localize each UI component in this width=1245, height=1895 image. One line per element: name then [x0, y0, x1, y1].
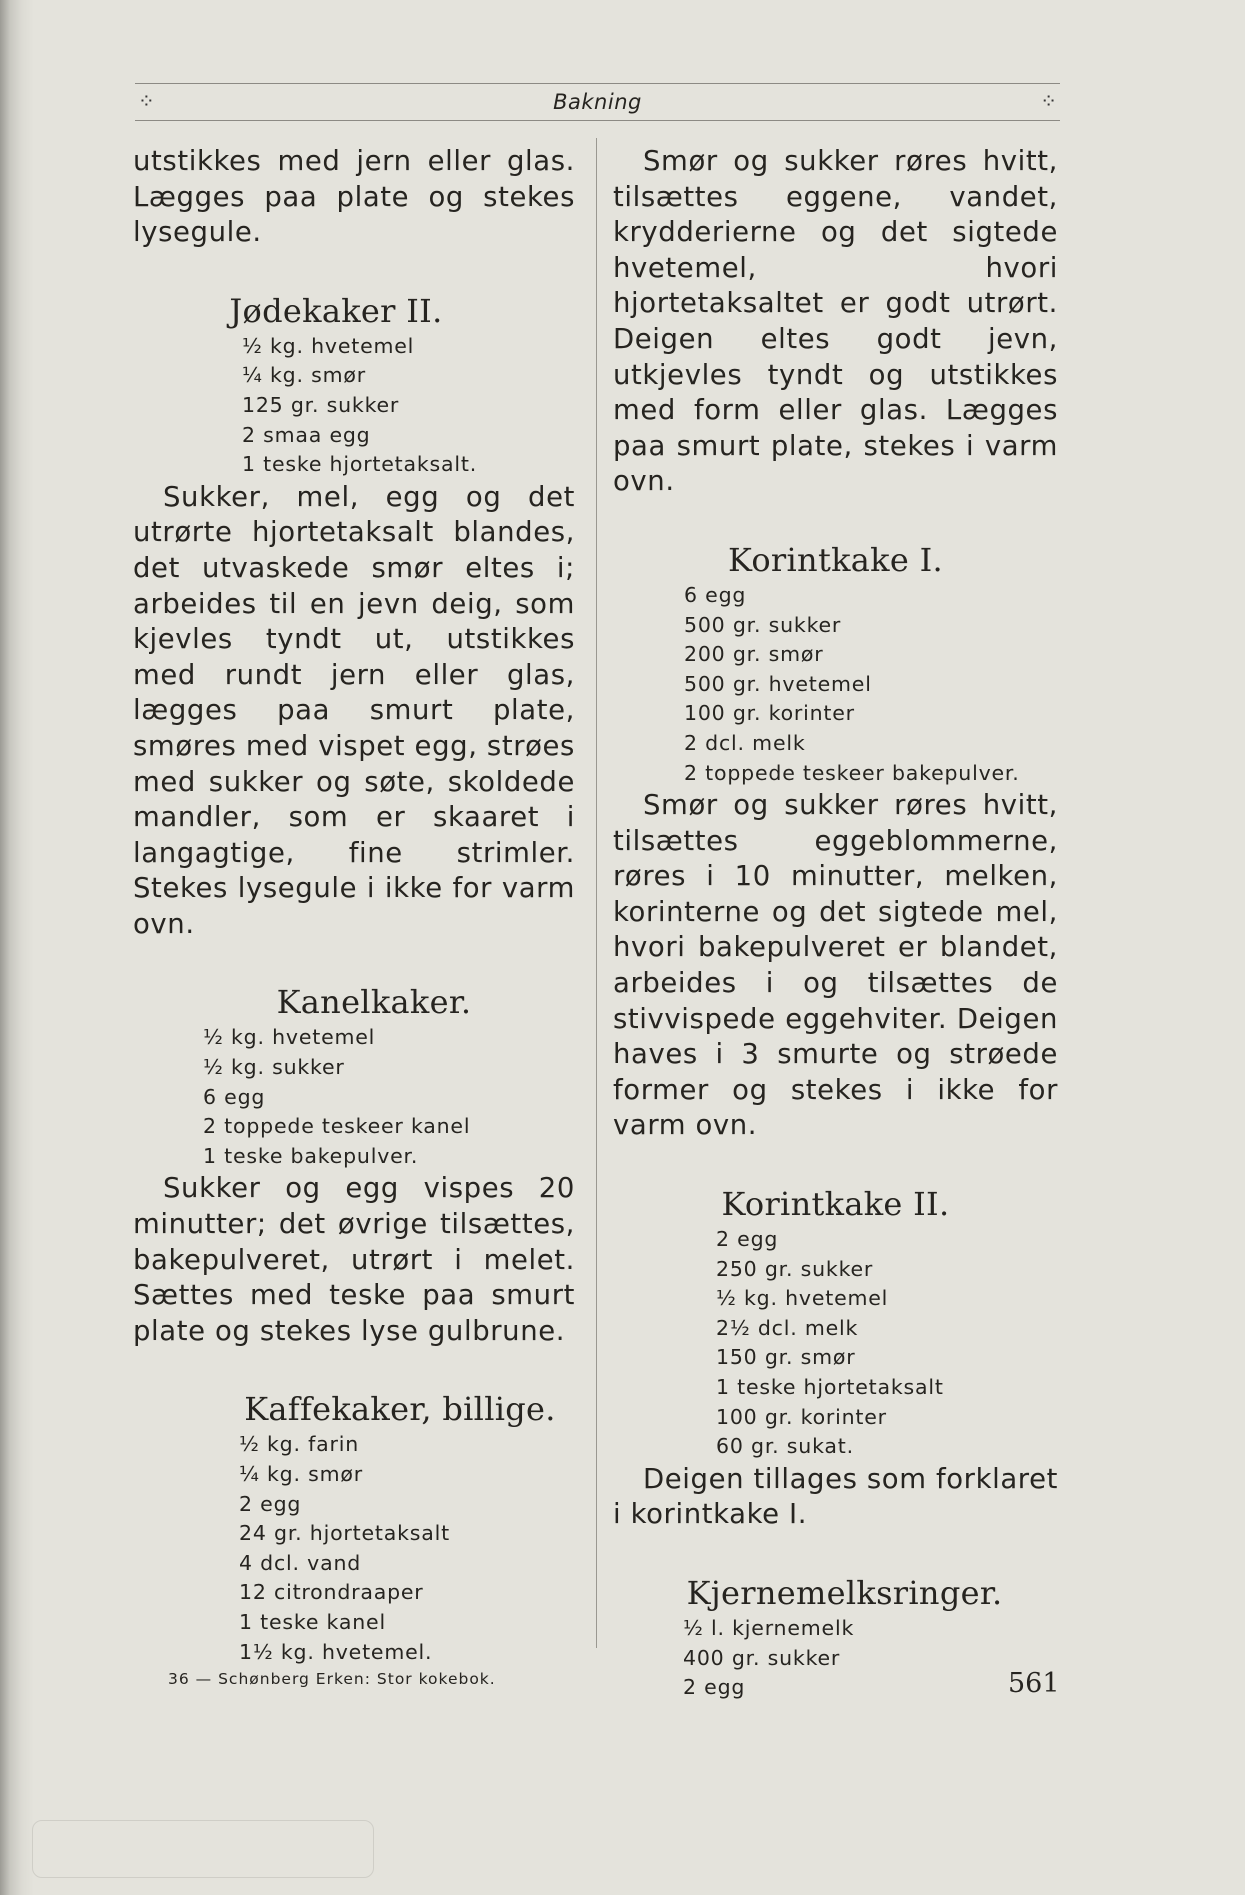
- ingredient-list: [133, 332, 575, 480]
- ingredient-list: [613, 1614, 1058, 1703]
- book-spine-shadow: [0, 0, 34, 1895]
- header-ornament-left-icon: ⁘: [138, 89, 155, 113]
- running-title: Bakning: [553, 90, 642, 114]
- ingredient: 200 gr. smør: [684, 642, 824, 667]
- ingredient: ¼ kg. smør: [239, 1462, 363, 1486]
- ingredient: 1 teske hjortetaksalt: [716, 1375, 944, 1399]
- recipe-title: Korintkake I.: [728, 540, 943, 579]
- ingredient: 2 dcl. melk: [684, 730, 806, 755]
- ingredient: 500 gr. sukker: [684, 612, 842, 637]
- ingredient: ½ l. kjernemelk: [683, 1615, 855, 1640]
- ingredient: 2 toppede teskeer kanel: [203, 1114, 471, 1139]
- recipe-title: Kjernemelksringer.: [686, 1573, 1003, 1612]
- ingredient: 2 smaa egg: [242, 422, 371, 447]
- ingredient: 6 egg: [203, 1084, 266, 1109]
- continued-method: Smør og sukker røres hvitt, tilsættes eggene, vandet, krydderierne og det sigtede hvetemel, hvori hjortetaksaltet er godt utrørt. Deigen eltes godt jevn, utkjevles tyndt og utstikkes med form eller glas. Lægges paa smurt plate, stekes i varm ovn.: [613, 145, 1058, 498]
- ingredient: 150 gr. smør: [716, 1345, 856, 1370]
- recipe-korintkake-1: [613, 540, 1058, 1144]
- scan-edge-mark: [32, 1820, 374, 1878]
- ingredient: 1½ kg. hvetemel.: [239, 1639, 433, 1664]
- recipe-title: Kaffekaker, billige.: [244, 1390, 556, 1429]
- ingredient: 6 egg: [684, 582, 747, 607]
- recipe-title: Kanelkaker.: [276, 983, 472, 1022]
- ingredient-list: [133, 1430, 575, 1667]
- right-column: [613, 144, 1058, 1703]
- ingredient: ½ kg. farin: [239, 1432, 359, 1457]
- ingredient: 1 teske bakepulver.: [203, 1143, 419, 1168]
- recipe-method: Smør og sukker røres hvitt, tilsættes eggeblommerne, røres i 10 minutter, melken, korinterne og det sigtede mel, hvori bakepulveret er blandet, arbeides i og tilsættes de stivvispede eggehviter. Deigen haves i 3 smurte og strøede former og stekes i ikke for varm ovn.: [613, 789, 1058, 1142]
- ingredient: 24 gr. hjortetaksalt: [239, 1521, 450, 1546]
- ingredient: 4 dcl. vand: [239, 1550, 362, 1575]
- running-header: [135, 83, 1060, 121]
- recipe-kaffekaker-billige: [133, 1389, 575, 1667]
- ingredient: 12 citrondraaper: [239, 1580, 424, 1605]
- recipe-korintkake-2: [613, 1184, 1058, 1533]
- recipe-kanelkaker: [133, 982, 575, 1349]
- signature-note: 36 — Schønberg Erken: Stor kokebok.: [168, 1670, 496, 1688]
- ingredient-list: [133, 1023, 575, 1171]
- ingredient: 400 gr. sukker: [683, 1645, 841, 1670]
- recipe-method: Deigen tillages som forklaret i korintkake I.: [613, 1462, 1058, 1531]
- recipe-jodekaker-2: [133, 291, 575, 943]
- ingredient: 2 egg: [239, 1491, 302, 1516]
- ingredient: ¼ kg. smør: [242, 363, 366, 388]
- page-number: 561: [1008, 1668, 1060, 1699]
- ingredient: ½ kg. hvetemel: [242, 333, 415, 358]
- continued-text: utstikkes med jern eller glas. Lægges paa plate og stekes lysegule.: [133, 145, 575, 249]
- ingredient: 2½ dcl. melk: [716, 1315, 859, 1340]
- ingredient: 1 teske hjortetaksalt.: [242, 452, 478, 477]
- recipe-title: Jødekaker II.: [229, 291, 443, 330]
- ingredient-list: [613, 1225, 1058, 1462]
- ingredient: 500 gr. hvetemel: [684, 671, 872, 696]
- ingredient: ½ kg. sukker: [203, 1055, 345, 1080]
- ingredient: 1 teske kanel: [239, 1609, 386, 1634]
- column-divider: [596, 138, 597, 1648]
- ingredient: 250 gr. sukker: [716, 1256, 874, 1281]
- ingredient: 2 egg: [683, 1675, 746, 1700]
- ingredient: ½ kg. hvetemel: [203, 1025, 376, 1050]
- recipe-kjernemelksringer: [613, 1573, 1058, 1703]
- ingredient: 2 egg: [716, 1227, 779, 1252]
- ingredient: 2 toppede teskeer bakepulver.: [684, 760, 1020, 785]
- ingredient: 100 gr. korinter: [684, 701, 855, 726]
- header-ornament-right-icon: ⁘: [1040, 89, 1057, 113]
- recipe-title: Korintkake II.: [721, 1185, 950, 1224]
- recipe-method: Sukker og egg vispes 20 minutter; det øvrige tilsættes, bakepulveret, utrørt i melet. Sættes med teske paa smurt plate og stekes lyse gulbrune.: [133, 1172, 575, 1347]
- ingredient: ½ kg. hvetemel: [716, 1286, 889, 1311]
- ingredient: 60 gr. sukat.: [716, 1434, 854, 1459]
- ingredient: 125 gr. sukker: [242, 392, 400, 417]
- recipe-method: Sukker, mel, egg og det utrørte hjortetaksalt blandes, det utvaskede smør eltes i; arbeides til en jevn deig, som kjevles tyndt ut, utstikkes med rundt jern eller glas, lægges paa smurt plate, smøres med vispet egg, strøes med sukker og søte, skoldede mandler, som er skaaret i langagtige, fine strimler. Stekes lysegule i ikke for varm ovn.: [133, 480, 575, 940]
- ingredient-list: [613, 581, 1058, 788]
- left-column: [133, 144, 575, 1667]
- ingredient: 100 gr. korinter: [716, 1404, 887, 1429]
